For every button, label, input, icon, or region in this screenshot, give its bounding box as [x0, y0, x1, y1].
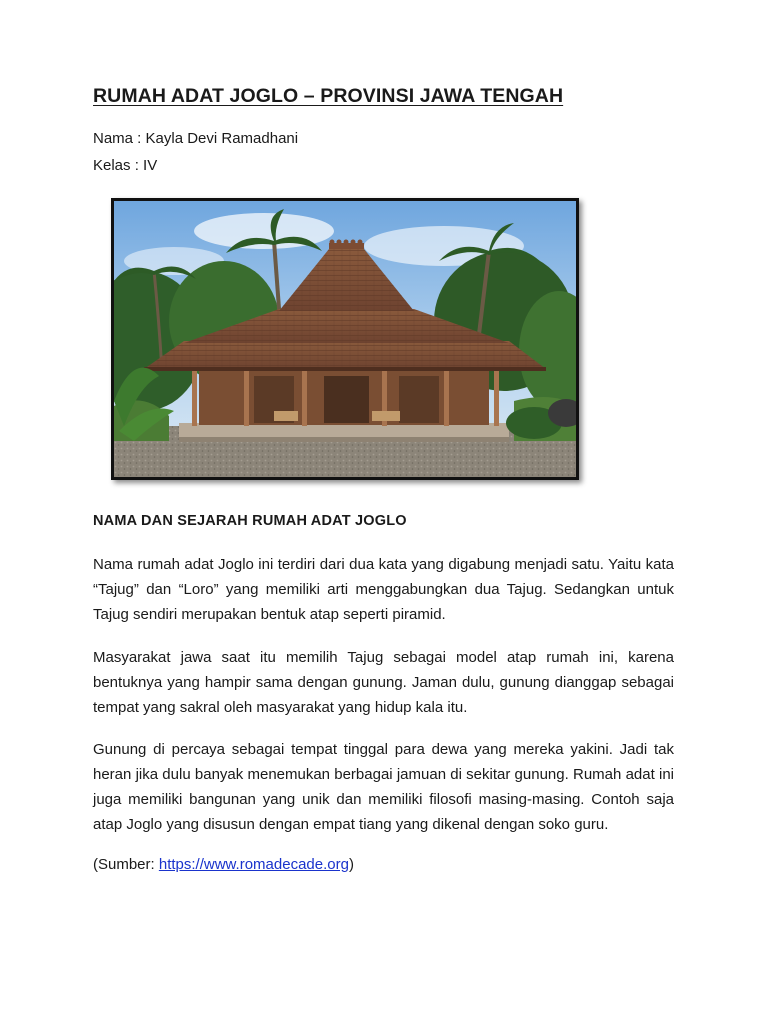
paragraph-3: Gunung di percaya sebagai tempat tinggal para dewa yang mereka yakini. Jadi tak heran jika dulu banyak menemukan berbagai jamuan di sekitar gunung. Rumah adat ini juga memiliki bangunan yang unik dan memiliki filosofi masing-masing. Contoh saja atap Joglo yang disusun dengan empat tiang yang dikenal dengan soko guru. — [93, 741, 674, 833]
paragraph-1: Nama rumah adat Joglo ini terdiri dari dua kata yang digabung menjadi satu. Yaitu kata “Tajug” dan “Loro” yang memiliki arti menggabungkan dua Tajug. Sedangkan untuk Tajug sendiri merupakan bentuk atap seperti piramid. — [93, 556, 674, 623]
source-suffix: ) — [348, 856, 354, 873]
source-prefix: (Sumber: — [93, 856, 159, 873]
source-link[interactable]: https://www.romadecade.org — [158, 856, 349, 873]
page-title: RUMAH ADAT JOGLO – PROVINSI JAWA TENGAH — [93, 85, 564, 107]
paragraph-2: Masyarakat jawa saat itu memilih Tajug sebagai model atap rumah ini, karena bentuknya yang hampir sama dengan gunung. Jaman dulu, gunung dianggap sebagai tempat yang sakral oleh masyarakat yang hidup kala itu. — [93, 649, 674, 716]
class-info: Kelas : IV — [93, 157, 158, 174]
section-heading: NAMA DAN SEJARAH RUMAH ADAT JOGLO — [93, 513, 407, 529]
author-name: Nama : Kayla Devi Ramadhani — [93, 130, 299, 147]
source-citation — [93, 856, 354, 873]
joglo-house-photo — [111, 198, 579, 480]
